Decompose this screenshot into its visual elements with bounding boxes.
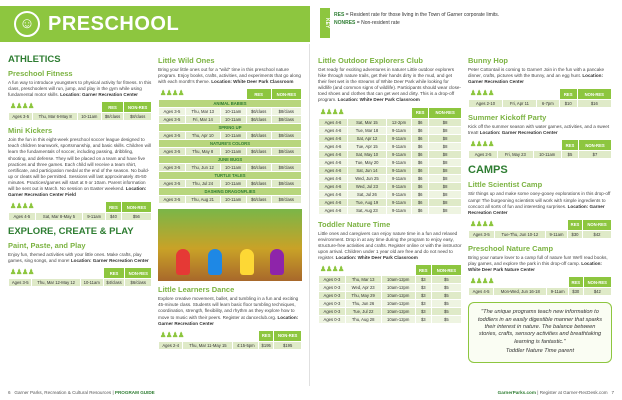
table-cell: 9-11am bbox=[386, 142, 411, 150]
table-cell: 10-11am bbox=[533, 151, 561, 159]
table-cell: 10-11am bbox=[220, 116, 246, 124]
key-nonres-label: NONRES bbox=[334, 20, 356, 26]
table-cell: Tue, Jul 22 bbox=[345, 308, 381, 316]
table-row bbox=[319, 158, 462, 166]
column-header: RES bbox=[101, 102, 124, 113]
table-cell: $6 bbox=[412, 182, 429, 190]
fee-table bbox=[468, 139, 612, 159]
table-cell: Ages 0-3 bbox=[319, 276, 346, 284]
table-cell: $6/class bbox=[246, 180, 271, 188]
table-cell: $56 bbox=[121, 213, 151, 221]
table-cell: Ages 3-5 bbox=[159, 180, 186, 188]
table-cell: $8 bbox=[429, 134, 462, 142]
table-cell: Ages 4-6 bbox=[319, 166, 348, 174]
program-title: Mini Kickers bbox=[8, 126, 53, 136]
program-desc: Enjoy fun, themed activities with your little ones. Make crafts, play games, sing songs, and more! Location: Garner Recreation Center bbox=[8, 252, 149, 264]
table-row bbox=[319, 292, 462, 300]
table-cell: $7 bbox=[579, 151, 612, 159]
column-header: RES bbox=[567, 219, 582, 230]
program-title: Little Scientist Camp bbox=[468, 180, 543, 190]
table-row bbox=[319, 150, 462, 158]
table-cell: $8/class bbox=[271, 108, 301, 116]
table-cell: Sat, Mar 15 bbox=[348, 118, 387, 126]
column-header: NON-RES bbox=[271, 89, 301, 100]
table-cell: Thu, Aug 28 bbox=[345, 316, 381, 324]
program-title: Little Learners Dance bbox=[158, 285, 235, 295]
table-cell: 9-11am bbox=[386, 150, 411, 158]
table-row bbox=[319, 190, 462, 198]
fee-table bbox=[318, 264, 462, 324]
program-desc: Peter Cottontail is coming to Garner! Join in the fun with a pancake dinner, crafts, pictures with the Bunny, and an egg hunt. Location: Garner Recreation Center bbox=[468, 67, 605, 85]
table-cell: Ages 4-5 bbox=[469, 288, 494, 296]
table-cell: Ages 4-6 bbox=[319, 198, 348, 206]
table-cell: Ages 3-5 bbox=[9, 113, 33, 121]
table-cell: 10-11am bbox=[220, 148, 246, 156]
footer-left: 6 Garner Parks, Recreation & Cultural Resources | PROGRAM GUIDE bbox=[8, 390, 155, 395]
table-cell: Ages 3-5 bbox=[159, 116, 186, 124]
table-cell: $3 bbox=[415, 300, 431, 308]
table-row bbox=[9, 213, 152, 221]
table-cell: Thu, May 8 bbox=[185, 148, 220, 156]
table-cell: $3 bbox=[415, 276, 431, 284]
key-legend bbox=[334, 11, 499, 27]
table-cell: 10am-12pm bbox=[381, 300, 415, 308]
table-cell: Sat, Jun 14 bbox=[348, 166, 387, 174]
table-cell: $8/class bbox=[271, 132, 301, 140]
table-cell: $6/class bbox=[125, 279, 152, 287]
table-cell: Thu, Mar 6-May 8 bbox=[33, 113, 78, 121]
table-cell: Ages 3-5 bbox=[159, 132, 186, 140]
table-cell: Ages 0-3 bbox=[319, 292, 346, 300]
table-cell: 6-7pm bbox=[536, 100, 559, 108]
page-footer bbox=[0, 386, 622, 400]
table-cell: 9-11am bbox=[386, 190, 411, 198]
program-title: Little Wild Ones bbox=[158, 56, 215, 65]
program-desc: Bring your nature lover to a camp full of nature fun! We'll read books, play games, and explore the park in this drop-off camp. Location: White Deer Park Nature Center bbox=[468, 254, 608, 273]
column-header: NON-RES bbox=[125, 268, 152, 279]
table-cell: $6 bbox=[412, 142, 429, 150]
table-cell: Tue, Aug 19 bbox=[348, 198, 387, 206]
table-row bbox=[159, 196, 302, 204]
program-title: Preschool Fitness bbox=[8, 69, 73, 78]
table-cell: $8 bbox=[429, 190, 462, 198]
table-cell: 10am-12pm bbox=[381, 292, 415, 300]
table-cell: 9-11am bbox=[386, 182, 411, 190]
table-cell: Wed, Apr 23 bbox=[345, 284, 381, 292]
table-cell: Tue, May 20 bbox=[348, 158, 387, 166]
table-cell: Thu, Aug 21 bbox=[185, 196, 220, 204]
table-row bbox=[319, 198, 462, 206]
table-cell: 9-11am bbox=[546, 230, 568, 238]
quote-text: "The unique programs teach new information to toddlers in an easily digestible manner that sparks their interest in nature. The balance between stories, crafts, sensory activities and breathtaking learning is fantastic." bbox=[477, 309, 603, 345]
table-cell: $5 bbox=[431, 276, 461, 284]
table-cell: Tue, Apr 15 bbox=[348, 142, 387, 150]
table-cell: $4/class bbox=[103, 279, 125, 287]
child-icon: ☺ bbox=[14, 11, 40, 37]
table-cell: $6 bbox=[412, 198, 429, 206]
program-title: Toddler Nature Time bbox=[318, 219, 391, 229]
table-cell: Wed, Jun 25 bbox=[348, 174, 387, 182]
table-cell: $10 bbox=[559, 100, 577, 108]
age-person-icons: ♟ ♟ ♟ ♟ bbox=[10, 103, 35, 111]
table-cell: $3 bbox=[415, 308, 431, 316]
table-row bbox=[469, 100, 612, 108]
key-res-label: RES bbox=[334, 12, 345, 18]
table-cell: $8/class bbox=[101, 113, 124, 121]
table-cell: $8 bbox=[429, 174, 462, 182]
table-row bbox=[9, 279, 152, 287]
table-cell: $6 bbox=[412, 118, 429, 126]
theme-band: TURTLE TALES bbox=[159, 172, 302, 180]
table-cell: Ages 3-5 bbox=[9, 279, 32, 287]
table-cell: Ages 4-5 bbox=[9, 213, 36, 221]
table-cell: 10-11am bbox=[220, 108, 246, 116]
table-cell: 10am-12pm bbox=[381, 316, 415, 324]
table-cell: Fri, May 23 bbox=[498, 151, 533, 159]
table-cell: $3 bbox=[415, 292, 431, 300]
table-cell: $6/class bbox=[246, 148, 271, 156]
table-cell: $8 bbox=[429, 150, 462, 158]
program-desc: A fun way to introduce youngsters to physical activity for fitness. In this class, preschoolers will run, jump, and play in the gym while using fundamental motor skills. Location: Garner Recreation Center bbox=[8, 80, 152, 98]
table-cell: 9-11am bbox=[386, 166, 411, 174]
age-person-icons: ♟ ♟ ♟ ♟ bbox=[320, 108, 345, 116]
table-cell: $8 bbox=[429, 142, 462, 150]
table-cell: $8/class bbox=[271, 164, 301, 172]
table-cell: Ages 2-5 bbox=[469, 151, 498, 159]
age-person-icons: ♟ ♟ ♟ ♟ bbox=[160, 331, 185, 339]
table-row bbox=[319, 126, 462, 134]
column-header: RES bbox=[246, 89, 271, 100]
table-cell: $8 bbox=[429, 166, 462, 174]
table-cell: Thu, Mar 12-May 12 bbox=[32, 279, 80, 287]
table-row bbox=[319, 134, 462, 142]
column-header: RES bbox=[412, 107, 429, 118]
table-cell: $5 bbox=[431, 284, 461, 292]
table-row bbox=[159, 164, 302, 172]
table-cell: $5 bbox=[561, 151, 578, 159]
table-row bbox=[469, 151, 612, 159]
fee-table bbox=[8, 267, 152, 287]
table-cell: Tue-Thu, Jun 10-12 bbox=[494, 230, 545, 238]
theme-band: ANIMAL BABIES bbox=[159, 100, 302, 108]
table-cell: Sat, Apr 12 bbox=[348, 134, 387, 142]
table-cell: Ages 0-3 bbox=[319, 300, 346, 308]
page-title: PRESCHOOL bbox=[48, 13, 180, 35]
table-cell: 9-11am bbox=[386, 198, 411, 206]
table-cell: $42 bbox=[583, 288, 611, 296]
table-cell: Ages 2-10 bbox=[469, 100, 503, 108]
fee-table bbox=[468, 88, 612, 108]
table-cell: 10-11am bbox=[80, 279, 103, 287]
fee-table bbox=[158, 88, 302, 204]
column-header: NON-RES bbox=[429, 107, 462, 118]
key-nonres-text: = Non-resident rate bbox=[356, 20, 400, 26]
table-row bbox=[159, 108, 302, 116]
table-cell: $6/class bbox=[246, 116, 271, 124]
table-cell: $6 bbox=[412, 206, 429, 214]
table-cell: $8/class bbox=[124, 113, 152, 121]
table-cell: $8/class bbox=[271, 116, 301, 124]
table-cell: Thu, Jul 24 bbox=[185, 180, 220, 188]
table-cell: $30 bbox=[568, 288, 583, 296]
age-person-icons: ♟ ♟ ♟ ♟ bbox=[470, 278, 495, 286]
table-cell: Ages 4-6 bbox=[319, 150, 348, 158]
table-cell: $6/class bbox=[246, 196, 271, 204]
site-link[interactable]: GarnerParks.com bbox=[497, 390, 536, 395]
key-res-text: = Resident rate for those living in the Town of Garner corporate limits. bbox=[345, 12, 500, 18]
section-athletics: ATHLETICS bbox=[8, 54, 61, 65]
table-cell: Thu, Jun 12 bbox=[185, 164, 220, 172]
table-cell: $8/class bbox=[271, 148, 301, 156]
table-cell: 9-11am bbox=[386, 206, 411, 214]
table-cell: 9-11am bbox=[386, 174, 411, 182]
fee-table bbox=[8, 101, 152, 121]
table-cell: Ages 3-5 bbox=[159, 196, 186, 204]
table-cell: $6/class bbox=[246, 132, 271, 140]
table-cell: Mon-Wed, Jun 16-18 bbox=[494, 288, 547, 296]
table-row bbox=[319, 300, 462, 308]
table-cell: Sat, May 10 bbox=[348, 150, 387, 158]
table-cell: $8/class bbox=[271, 180, 301, 188]
table-cell: $8 bbox=[429, 206, 462, 214]
table-cell: $5 bbox=[431, 292, 461, 300]
table-row bbox=[9, 113, 152, 121]
table-row bbox=[159, 116, 302, 124]
age-person-icons: ♟ ♟ ♟ ♟ bbox=[10, 203, 35, 211]
section-explore: EXPLORE, CREATE & PLAY bbox=[8, 226, 134, 238]
table-cell: 10-11am bbox=[220, 164, 246, 172]
table-cell: $8 bbox=[429, 118, 462, 126]
table-cell: Fri, Apr 11 bbox=[503, 100, 537, 108]
program-title: Paint, Paste, and Play bbox=[8, 241, 86, 251]
column-header: RES bbox=[103, 268, 125, 279]
table-cell: $42 bbox=[583, 230, 612, 238]
table-cell: Ages 2-4 bbox=[159, 341, 183, 349]
table-cell: 12-2pm bbox=[386, 118, 411, 126]
table-cell: Thu, Apr 10 bbox=[185, 132, 220, 140]
key-tab: KEY bbox=[320, 8, 330, 38]
program-title: Bunny Hop bbox=[468, 56, 508, 65]
table-cell: Ages 3-5 bbox=[159, 148, 186, 156]
table-cell: Ages 4-6 bbox=[319, 174, 348, 182]
table-cell: $195 bbox=[274, 341, 302, 349]
column-header: NON-RES bbox=[431, 265, 461, 276]
table-cell: $6 bbox=[412, 190, 429, 198]
table-cell: Sat, Aug 23 bbox=[348, 206, 387, 214]
table-cell: $6 bbox=[412, 174, 429, 182]
table-cell: Tue, Mar 18 bbox=[348, 126, 387, 134]
column-2 bbox=[158, 52, 302, 355]
page-gutter bbox=[309, 44, 310, 386]
table-cell: 10-11am bbox=[220, 132, 246, 140]
column-header: RES bbox=[559, 89, 577, 100]
table-row bbox=[319, 316, 462, 324]
table-cell: 10am-12pm bbox=[381, 308, 415, 316]
table-cell: $6/class bbox=[246, 108, 271, 116]
table-row bbox=[469, 230, 612, 238]
table-cell: Ages 4-6 bbox=[319, 134, 348, 142]
program-desc: Stir things up and make some ooey-gooey explorations in this drop-off camp! The burgeoning scientists will work with simple ingredients to concoct all sorts of fun and interesting surprises. Location: Garner Recreation Center bbox=[468, 191, 611, 215]
table-cell: $3 bbox=[415, 284, 431, 292]
age-person-icons: ♟ ♟ ♟ ♟ bbox=[470, 141, 495, 149]
theme-band: JUNE BUGS bbox=[159, 156, 302, 164]
table-cell: $6 bbox=[412, 166, 429, 174]
kids-outdoor-photo bbox=[158, 209, 302, 281]
table-row bbox=[319, 276, 462, 284]
table-row bbox=[159, 132, 302, 140]
table-cell: Ages 4-6 bbox=[319, 190, 348, 198]
table-row bbox=[159, 148, 302, 156]
program-desc: Kick off the summer season with water games, activities, and a sweet treat! Location: Garner Recreation Center bbox=[468, 124, 610, 136]
table-row bbox=[319, 166, 462, 174]
column-header: NON-RES bbox=[583, 219, 612, 230]
table-cell: $8 bbox=[429, 158, 462, 166]
table-cell: $8 bbox=[429, 126, 462, 134]
table-cell: 9-11am bbox=[386, 134, 411, 142]
table-row bbox=[319, 118, 462, 126]
age-person-icons: ♟ ♟ ♟ ♟ bbox=[320, 266, 345, 274]
table-cell: $8 bbox=[429, 182, 462, 190]
column-header: NON-RES bbox=[579, 140, 612, 151]
table-cell: Ages 3-5 bbox=[469, 230, 495, 238]
table-cell: $6 bbox=[412, 150, 429, 158]
age-person-icons: ♟ ♟ ♟ ♟ bbox=[470, 220, 495, 228]
column-header: NON-RES bbox=[274, 330, 302, 341]
theme-band: SPRING UP bbox=[159, 124, 302, 132]
table-cell: 10am-12pm bbox=[381, 284, 415, 292]
table-cell: $30 bbox=[567, 230, 582, 238]
table-cell: Wed, Jul 23 bbox=[348, 182, 387, 190]
table-cell: Ages 4-6 bbox=[319, 142, 348, 150]
table-cell: $195 bbox=[259, 341, 274, 349]
column-1 bbox=[8, 52, 152, 292]
program-title: Preschool Nature Camp bbox=[468, 243, 554, 253]
theme-band: DASHING DRAGONFLIES bbox=[159, 188, 302, 196]
theme-band: NATURE'S COLORS bbox=[159, 140, 302, 148]
column-header: NON-RES bbox=[577, 89, 611, 100]
table-cell: $5 bbox=[431, 308, 461, 316]
table-cell: Sat, Jul 26 bbox=[348, 190, 387, 198]
table-cell: Ages 4-6 bbox=[319, 206, 348, 214]
column-header: NON-RES bbox=[121, 202, 151, 213]
footer-right: GarnerParks.com | Register at Garner-RecDesk.com 7 bbox=[497, 390, 614, 395]
fee-table bbox=[8, 201, 152, 221]
program-desc: Bring your little ones out for a "wild" time in this preschool nature program. Enjoy books, crafts, activities, and experiments that go along with each month's theme. Location: White Deer Park Classroom bbox=[158, 67, 301, 85]
age-person-icons: ♟ ♟ ♟ ♟ bbox=[10, 269, 35, 277]
testimonial-quote bbox=[468, 302, 612, 362]
table-cell: Thu, Mar 13 bbox=[345, 276, 381, 284]
table-cell: Ages 4-6 bbox=[319, 118, 348, 126]
quote-author: Toddler Nature Time parent bbox=[505, 348, 575, 355]
table-cell: Thu, Mar 11-May 15 bbox=[183, 341, 233, 349]
column-3 bbox=[318, 52, 462, 329]
program-desc: Join the fun in this eight-week preschool soccer league designed to teach children teamwork, sportsmanship, and basic skills. Children will learn the fundamentals of soccer, including passing, dribbling, shooting, and defense. They will be placed on a team and have five practices and three games. Each child will receive a team shirt, certificate, and participation medal at the end of the season. No build-up or cleats will be permitted. Sessions will last approximately 45-50 minutes. Practices/games will start at 9 or 10am. Parent information will be sent out in March. No session on Easter weekend. Location: Garner Recreation Center Field bbox=[8, 137, 151, 198]
fee-table bbox=[468, 219, 612, 239]
table-cell: Ages 4-6 bbox=[319, 182, 348, 190]
table-cell: 9-11am bbox=[386, 158, 411, 166]
program-title: Little Outdoor Explorers Club bbox=[318, 56, 424, 65]
table-cell: $40 bbox=[106, 213, 122, 221]
table-cell: Ages 4-6 bbox=[319, 158, 348, 166]
table-cell: $8 bbox=[429, 198, 462, 206]
table-cell: 9-11am bbox=[83, 213, 106, 221]
column-header: NON-RES bbox=[124, 102, 152, 113]
column-header: RES bbox=[415, 265, 431, 276]
table-cell: Thu, May 29 bbox=[345, 292, 381, 300]
age-person-icons: ♟ ♟ ♟ ♟ bbox=[470, 90, 495, 98]
section-camps: CAMPS bbox=[468, 164, 508, 177]
table-cell: $6/class bbox=[246, 164, 271, 172]
table-cell: 10am-12pm bbox=[381, 276, 415, 284]
table-cell: $3 bbox=[415, 316, 431, 324]
table-cell: Sat, Mar 8-May 5 bbox=[35, 213, 83, 221]
table-row bbox=[469, 288, 612, 296]
column-header: RES bbox=[106, 202, 122, 213]
table-cell: Ages 0-3 bbox=[319, 316, 346, 324]
table-cell: $8/class bbox=[271, 196, 301, 204]
program-desc: Get ready for exciting adventures in nature! Little outdoor explorers hike through nature trails, get their hands dirty in the mud, and get their feet wet in the streams of White Deer Park while looking for wildlife (and common signs of wildlife). Participants should wear close-toed shoes and clothes that can get wet and dirty. This is a drop-off program. Location: White Deer Park Classroom bbox=[318, 67, 461, 103]
table-cell: $6 bbox=[412, 158, 429, 166]
table-cell: Ages 0-3 bbox=[319, 308, 346, 316]
table-cell: Ages 4-6 bbox=[319, 126, 348, 134]
column-header: RES bbox=[568, 277, 583, 288]
age-person-icons: ♟ ♟ ♟ ♟ bbox=[160, 90, 185, 98]
table-cell: Thu, Mar 13 bbox=[185, 108, 220, 116]
column-header: RES bbox=[259, 330, 274, 341]
column-header: NON-RES bbox=[583, 277, 611, 288]
fee-table bbox=[468, 276, 612, 296]
table-row bbox=[319, 308, 462, 316]
fee-table bbox=[158, 330, 302, 350]
table-cell: 9-11am bbox=[547, 288, 568, 296]
table-cell: $16 bbox=[577, 100, 611, 108]
table-cell: 4:15-5pm bbox=[233, 341, 259, 349]
fee-table bbox=[318, 107, 462, 215]
table-cell: 9-11am bbox=[386, 126, 411, 134]
table-row bbox=[319, 182, 462, 190]
table-cell: Fri, Mar 14 bbox=[185, 116, 220, 124]
table-row bbox=[159, 341, 302, 349]
program-desc: Little ones and caregivers can enjoy nature time in a fun and relaxed environment. Drop in at any time during the program to enjoy easy, structure-free activities and crafts. Register online or with the instructor upon arrival. Children under 1 year old are free and do not need to register. Location: White Deer Park Classroom bbox=[318, 230, 462, 260]
page-header bbox=[0, 0, 622, 44]
table-row bbox=[319, 142, 462, 150]
program-desc: Explore creative movement, ballet, and tumbling in a fun and exciting 45-minute class. Students will learn basic floor tumbling techniques, coordination, strength, flexibility, and rhythm as they explore how to move to music with their peers. Register at danceclub.org. Location: Garner Recreation Center bbox=[158, 296, 299, 326]
table-cell: 10-11am bbox=[77, 113, 101, 121]
table-cell: Ages 3-5 bbox=[159, 164, 186, 172]
table-cell: Ages 0-3 bbox=[319, 284, 346, 292]
table-cell: $5 bbox=[431, 316, 461, 324]
column-header: RES bbox=[561, 140, 578, 151]
table-cell: Thu, Jun 26 bbox=[345, 300, 381, 308]
table-cell: Ages 3-5 bbox=[159, 108, 186, 116]
column-4 bbox=[468, 52, 612, 363]
table-cell: 10-11am bbox=[220, 180, 246, 188]
table-row bbox=[159, 180, 302, 188]
table-row bbox=[319, 284, 462, 292]
table-cell: 10-11am bbox=[220, 196, 246, 204]
program-title: Summer Kickoff Party bbox=[468, 113, 547, 123]
table-cell: $6 bbox=[412, 126, 429, 134]
table-cell: $6 bbox=[412, 134, 429, 142]
table-row bbox=[319, 174, 462, 182]
table-cell: $5 bbox=[431, 300, 461, 308]
table-row bbox=[319, 206, 462, 214]
